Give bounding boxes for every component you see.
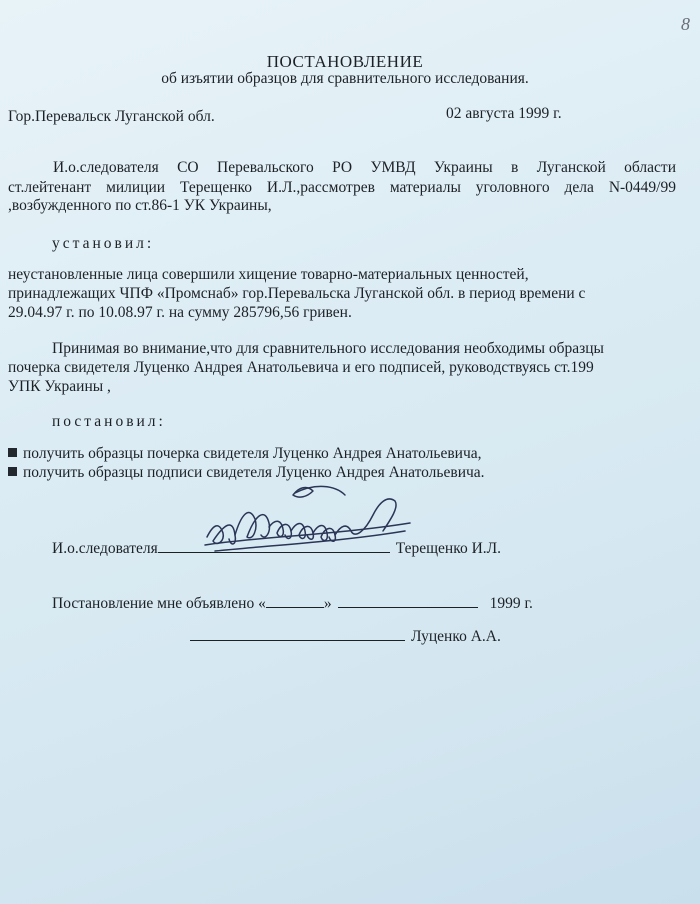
consider-line-1: Принимая во внимание,что для сравнительного исследования необходимы образцы: [52, 340, 604, 357]
page-number: 8: [681, 14, 690, 34]
handwritten-signature: [195, 475, 425, 575]
established-line-3: 29.04.97 г. по 10.08.97 г. на сумму 285796,56 гривен.: [8, 304, 352, 321]
document-subtitle: об изъятии образцов для сравнительного исследования.: [161, 70, 529, 87]
announcement-line: [52, 593, 533, 614]
document-date: 02 августа 1999 г.: [446, 105, 562, 122]
witness-signature-line: [190, 626, 501, 647]
intro-line-3: ,возбужденного по ст.86-1 УК Украины,: [8, 197, 272, 214]
announcement-prefix: Постановление мне объявлено «: [52, 595, 266, 612]
announcement-mid: »: [323, 595, 332, 612]
intro-line-1: И.о.следователя СО Перевальского РО УМВД Украины в Луганской области: [53, 159, 676, 176]
document-title: ПОСТАНОВЛЕНИЕ: [266, 52, 424, 71]
investigator-name: Терещенко И.Л.: [395, 540, 502, 557]
intro-line-2: ст.лейтенант милиции Терещенко И.Л.,рассмотрев материалы уголовного дела N-0449/99: [8, 179, 676, 196]
established-line-1: неустановленные лица совершили хищение товарно-материальных ценностей,: [8, 266, 529, 283]
witness-name: Луценко А.А.: [411, 628, 501, 645]
bullet-icon: [8, 448, 17, 457]
resolved-heading: постановил:: [52, 413, 166, 430]
document-place: Гор.Перевальск Луганской обл.: [8, 108, 215, 125]
consider-line-3: УПК Украины ,: [8, 378, 111, 395]
established-heading: установил:: [52, 235, 155, 252]
month-blank: [338, 593, 478, 608]
bullet-icon: [8, 467, 17, 476]
announcement-year: 1999 г.: [489, 595, 533, 612]
established-line-2: принадлежащих ЧПФ «Промснаб» гор.Перевальска Луганской обл. в период времени с: [8, 285, 586, 302]
resolution-text: получить образцы подписи свидетеля Луценко Андрея Анатольевича.: [23, 464, 485, 481]
day-blank: [266, 593, 324, 608]
witness-signature-underline: [190, 626, 405, 641]
resolution-text: получить образцы почерка свидетеля Луценко Андрея Анатольевича,: [23, 445, 482, 462]
resolution-item: [8, 444, 482, 464]
investigator-label: И.о.следователя: [52, 540, 158, 557]
consider-line-2: почерка свидетеля Луценко Андрея Анатольевича и его подписей, руководствуясь ст.199: [8, 359, 594, 376]
